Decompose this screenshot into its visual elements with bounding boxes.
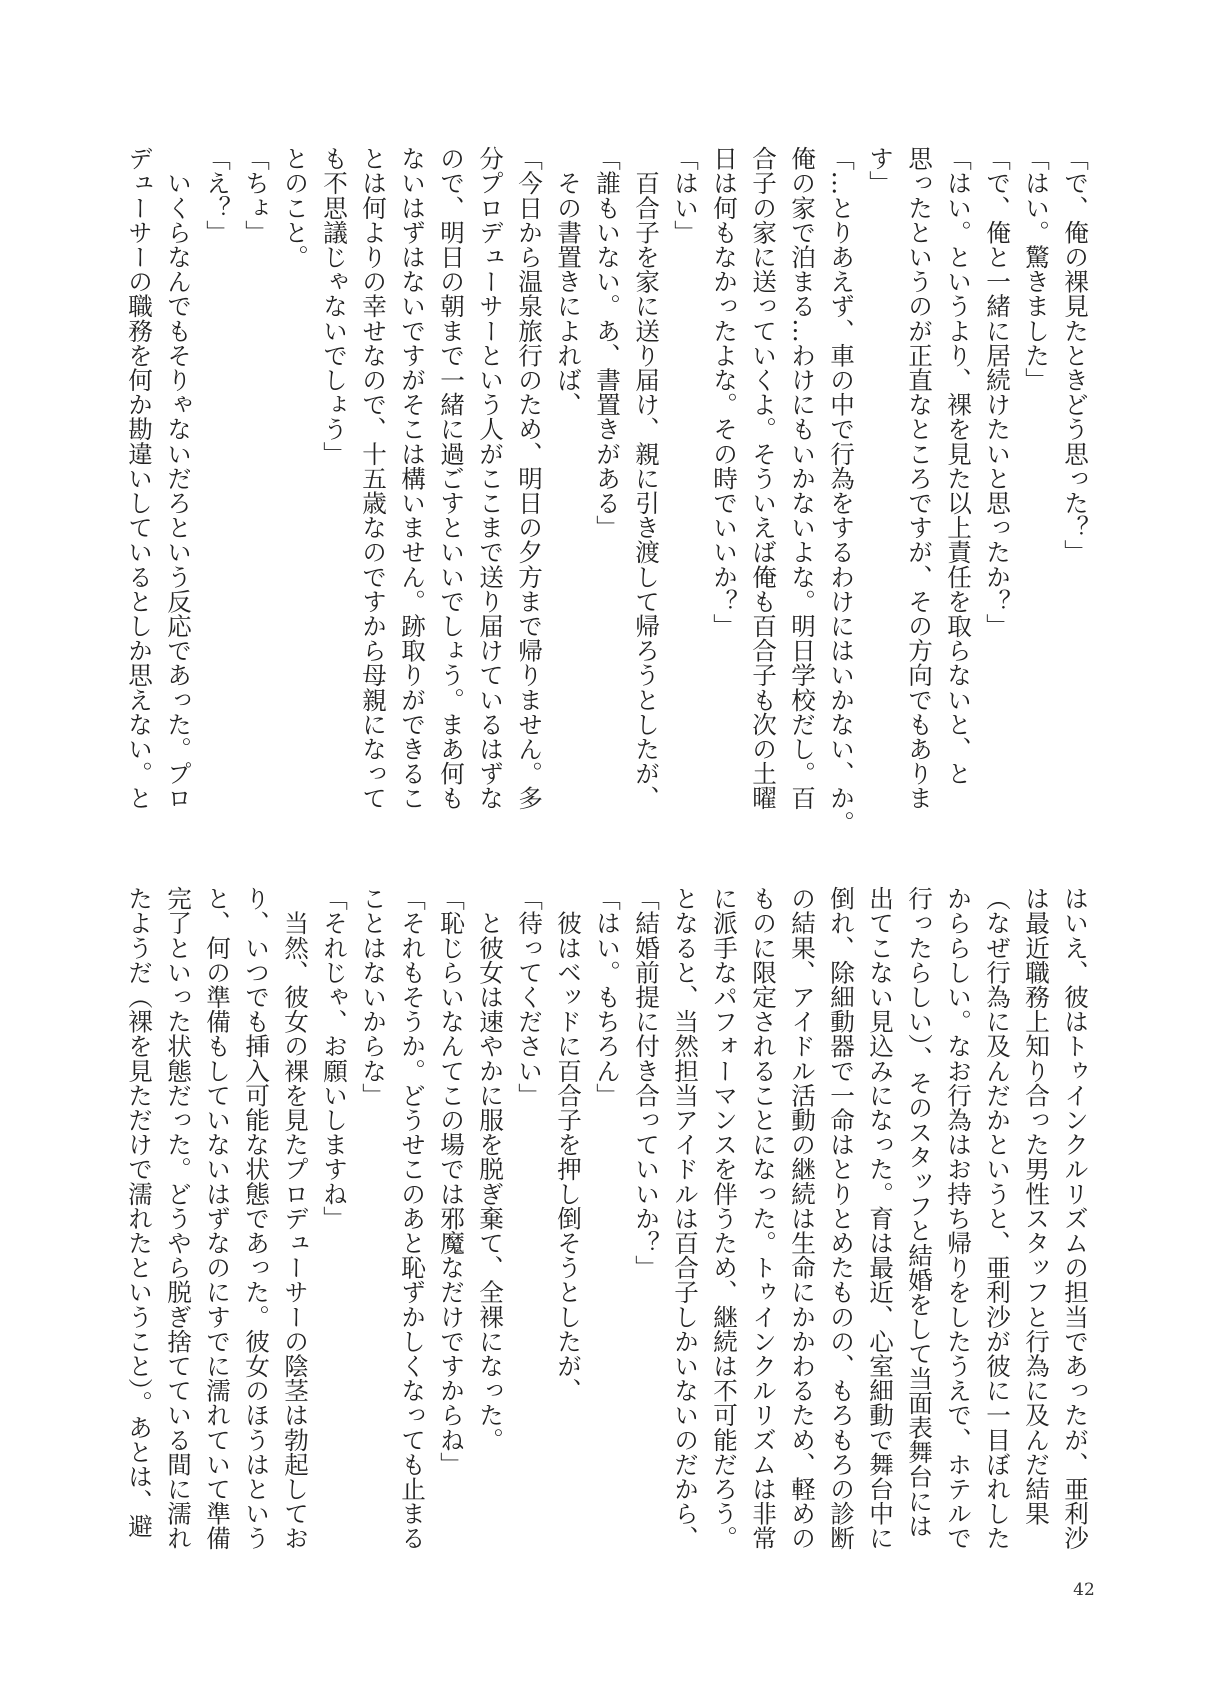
text-line: 「はい。というより、裸を見た以上責任を取らないと、と [944, 146, 973, 786]
page-number: 42 [1073, 1580, 1095, 1600]
text-line: に派手なパフォーマンスを伴うため、継続は不可能だろう。 [710, 886, 739, 1551]
text-line: 分プロデューサーという人がここまで送り届けているはずな [476, 146, 505, 811]
text-line: 行ったらしい）、そのスタッフと結婚をして当面表舞台には [905, 886, 934, 1538]
text-line: 思ったというのが正直なところですが、その方向でもありま [905, 146, 934, 811]
top-text-block [120, 146, 1095, 835]
text-line: ものに限定されることになった。トゥインクルリズムは非常 [749, 886, 778, 1551]
text-line: ことはないからな」 [359, 886, 388, 1108]
text-line: と彼女は速やかに服を脱ぎ棄て、全裸になった。 [476, 886, 505, 1452]
text-line: 「それじゃ、お願いしますね」 [320, 886, 349, 1231]
text-line: となると、当然担当アイドルは百合子しかいないのだから、 [671, 886, 700, 1551]
text-line: 「待ってください」 [515, 886, 544, 1108]
text-line: 「はい。もちろん」 [593, 886, 622, 1108]
text-line: 「今日から温泉旅行のため、明日の夕方まで帰りません。多 [515, 146, 544, 811]
text-line: 俺の家で泊まる…わけにもいかないよな。明日学校だし。百 [788, 146, 817, 811]
text-line: ないはずはないですがそこは構いません。跡取りができるこ [398, 146, 427, 811]
text-line: 当然、彼女の裸を見たプロデューサーの陰茎は勃起してお [281, 886, 310, 1551]
text-line: 倒れ、除細動器で一命はとりとめたものの、もろもろの診断 [827, 886, 856, 1551]
text-line: の結果、アイドル活動の継続は生命にかかわるため、軽めの [788, 886, 817, 1551]
text-line: と、何の準備もしていないはずなのにすでに濡れていて準備 [203, 886, 232, 1551]
text-line: とは何よりの幸せなので、十五歳なのですから母親になって [359, 146, 388, 811]
text-line: 合子の家に送っていくよ。そういえば俺も百合子も次の土曜 [749, 146, 778, 811]
text-line: いくらなんでもそりゃないだろという反応であった。プロ [164, 146, 193, 811]
text-line: デューサーの職務を何か勘違いしているとしか思えない。と [125, 146, 154, 811]
text-line: 「それもそうか。どうせこのあと恥ずかしくなっても止まる [398, 886, 427, 1551]
text-line: 「誰もいない。あ、書置きがある」 [593, 146, 622, 540]
text-line: 「ちょ」 [242, 146, 271, 245]
text-line: 日は何もなかったよな。その時でいいか？」 [710, 146, 739, 638]
text-line: はいえ、彼はトゥインクルリズムの担当であったが、亜利沙 [1061, 886, 1090, 1551]
text-line: 「で、俺と一緒に居続けたいと思ったか？」 [983, 146, 1012, 638]
text-line: かららしい。なお行為はお持ち帰りをしたうえで、ホテルで [944, 886, 973, 1551]
text-line: 出てこない見込みになった。育は最近、心室細動で舞台中に [866, 886, 895, 1551]
text-line: 彼はベッドに百合子を押し倒そうとしたが、 [554, 886, 583, 1403]
text-line: （なぜ行為に及んだかというと、亜利沙が彼に一目ぼれした [983, 886, 1012, 1551]
text-line: 完了といった状態だった。どうやら脱ぎ捨てている間に濡れ [164, 886, 193, 1551]
text-line: たようだ（裸を見ただけで濡れたということ）。あとは、避 [125, 886, 154, 1538]
text-line: 「はい」 [671, 146, 700, 245]
bottom-text-block [120, 886, 1095, 1561]
text-line: 「え？」 [203, 146, 232, 245]
text-line: 「はい。驚きました」 [1022, 146, 1051, 392]
text-line: ので、明日の朝まで一緒に過ごすといいでしょう。まあ何も [437, 146, 466, 811]
text-line: 「恥じらいなんてこの場では邪魔なだけですからね」 [437, 886, 466, 1477]
text-line: その書置きによれば、 [554, 146, 583, 417]
text-line: 「結婚前提に付き合っていいか？」 [632, 886, 661, 1280]
text-line: 「で、俺の裸見たときどう思った？」 [1061, 146, 1090, 565]
text-line: り、いつでも挿入可能な状態であった。彼女のほうはという [242, 886, 271, 1551]
text-line: す」 [866, 146, 895, 196]
text-line: 百合子を家に送り届け、親に引き渡して帰ろうとしたが、 [632, 146, 661, 811]
text-line: とのこと。 [281, 146, 310, 269]
text-line: 「…とりあえず、車の中で行為をするわけにはいかない、か。 [827, 146, 856, 835]
text-line: も不思議じゃないでしょう」 [320, 146, 349, 466]
text-line: は最近職務上知り合った男性スタッフと行為に及んだ結果 [1022, 886, 1051, 1526]
